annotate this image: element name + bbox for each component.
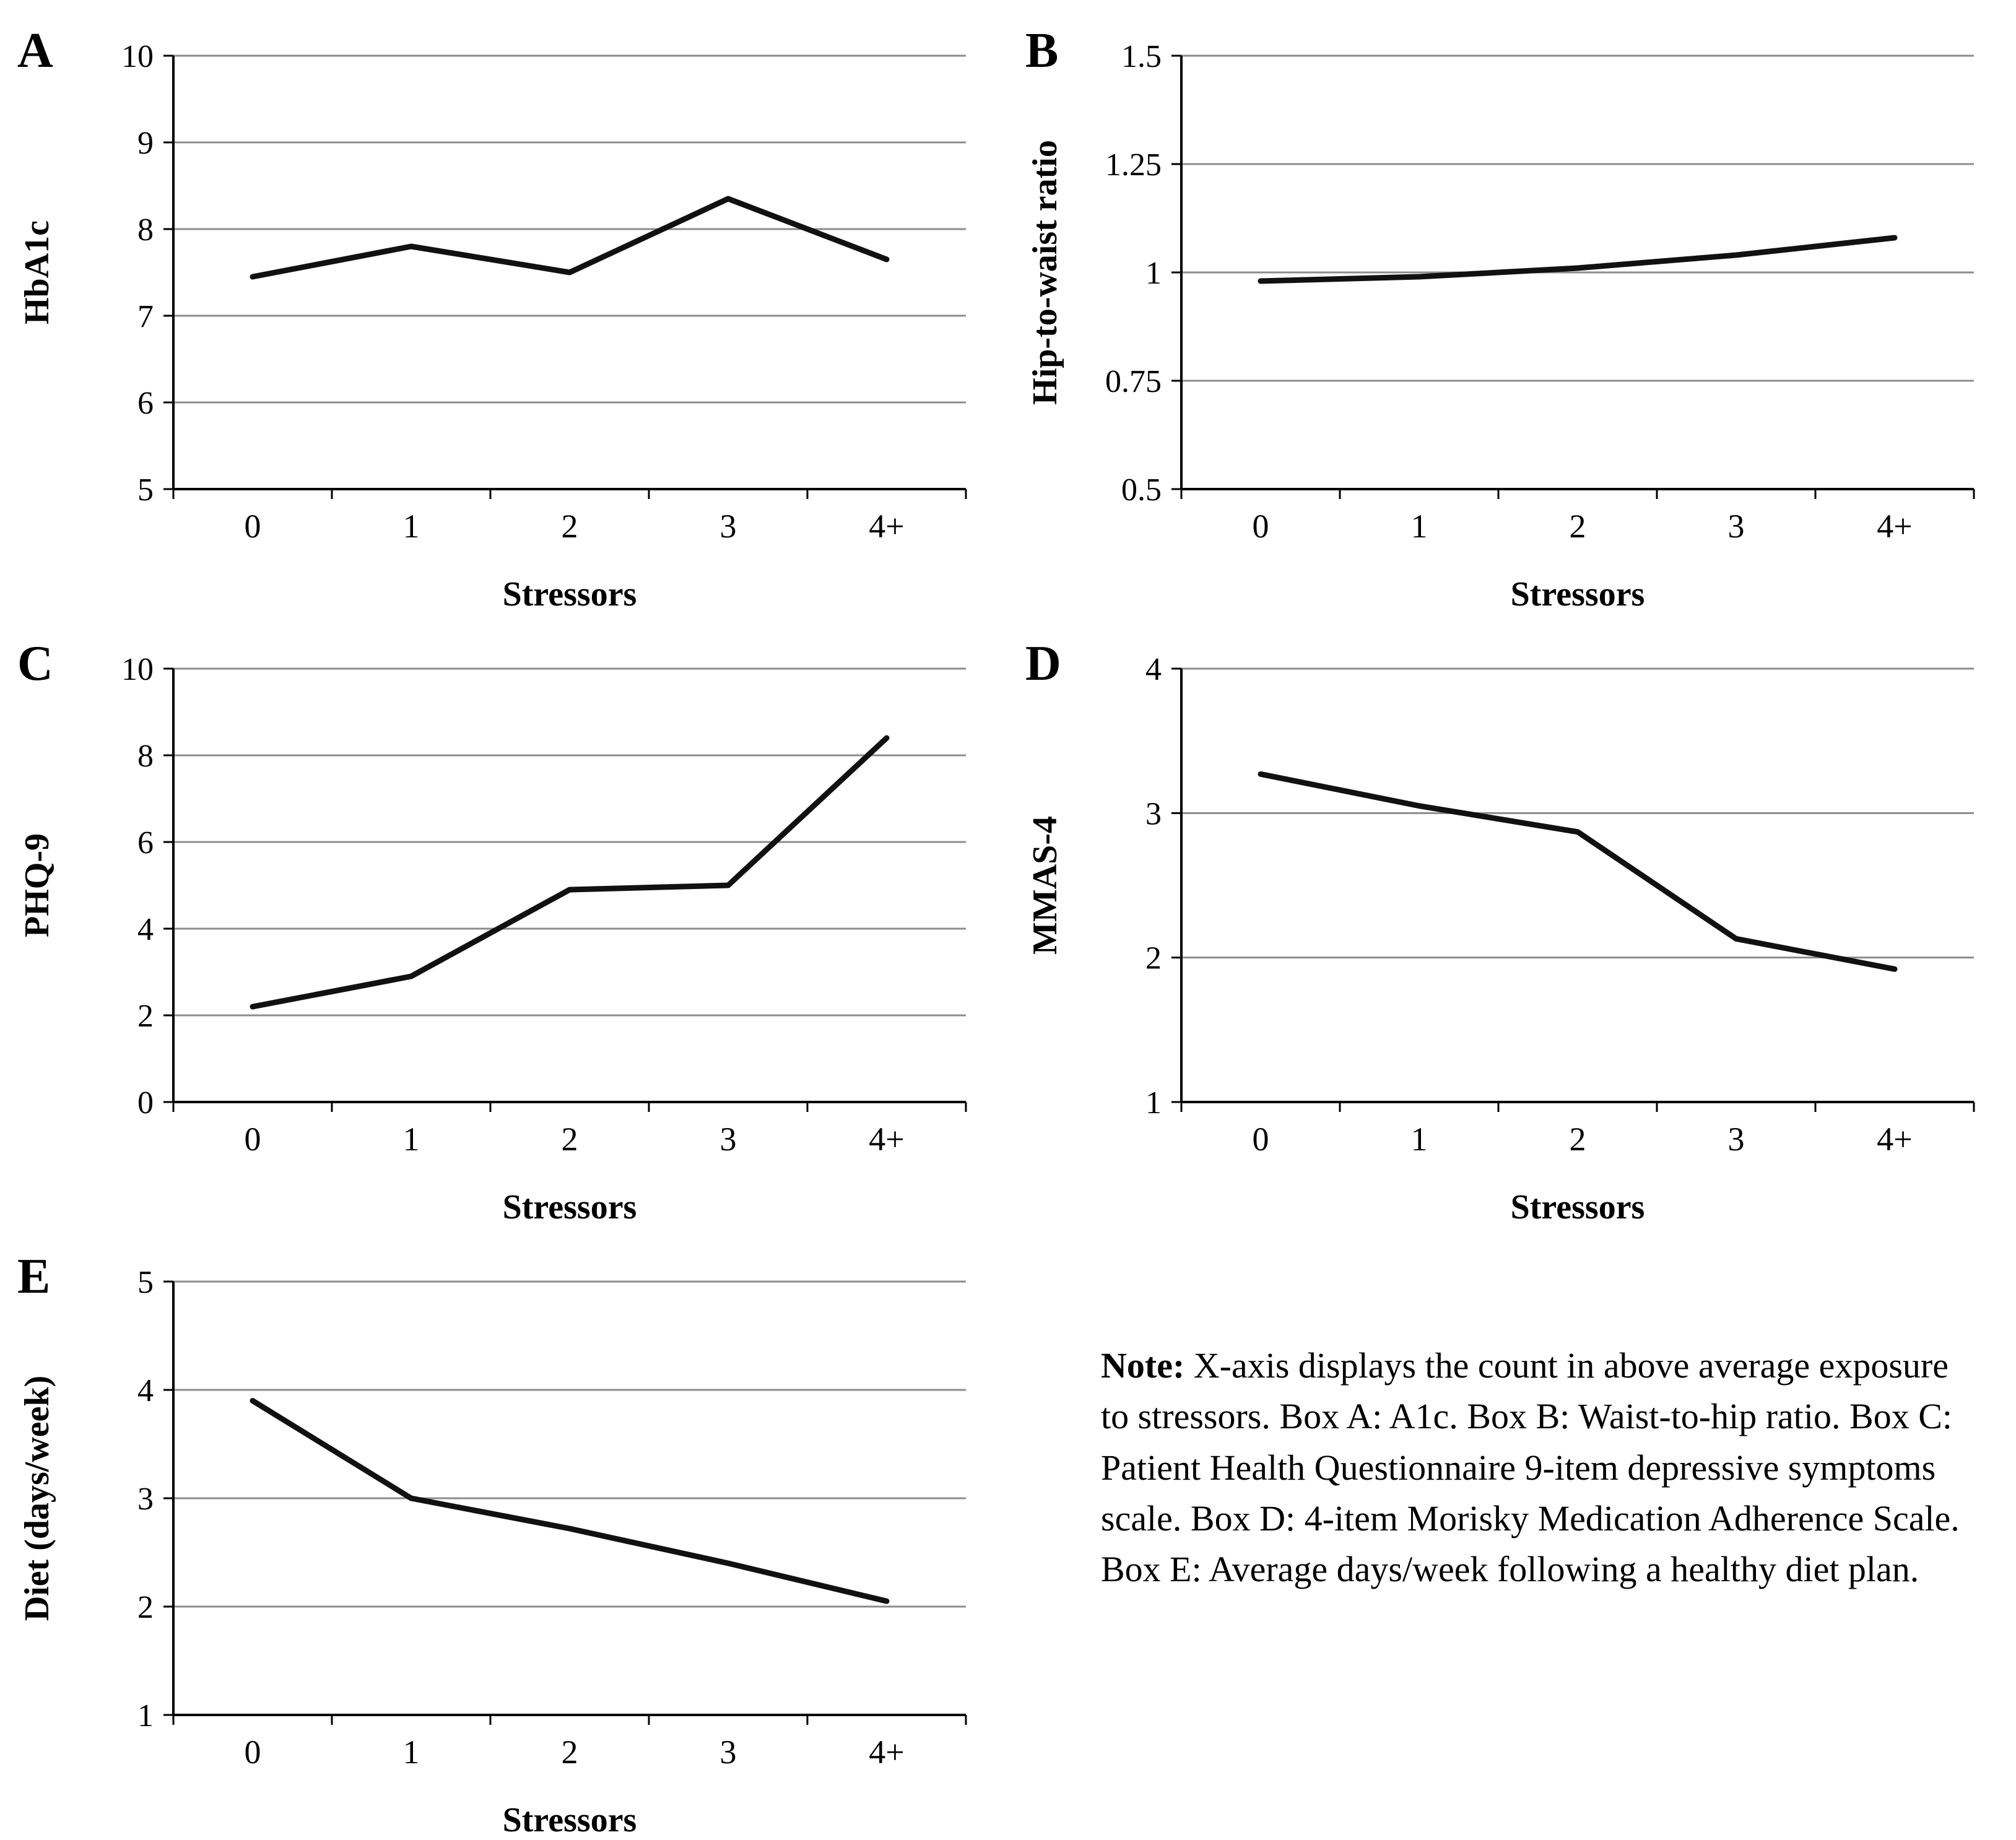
y-tick-label: 9: [137, 126, 154, 161]
x-tick-label: 0: [244, 508, 261, 545]
panel-letter: D: [1025, 636, 1061, 691]
y-axis-title: MMAS-4: [1026, 816, 1064, 955]
y-tick-label: 1: [1145, 256, 1162, 291]
series-line: [253, 1401, 887, 1602]
x-tick-label: 4+: [869, 508, 905, 545]
y-tick-label: 2: [137, 999, 154, 1034]
x-axis-title: Stressors: [502, 1801, 637, 1839]
x-tick-label: 1: [1410, 1121, 1428, 1158]
series-line: [1261, 774, 1895, 969]
x-tick-label: 4+: [1877, 1121, 1913, 1158]
y-axis-title: HbA1c: [18, 220, 56, 324]
chart-svg: [0, 1226, 1008, 1839]
x-tick-label: 1: [1410, 508, 1428, 545]
chart-svg: [1008, 0, 2016, 613]
note-label: Note:: [1101, 1345, 1185, 1386]
panel-letter: B: [1025, 24, 1059, 78]
y-tick-label: 6: [137, 386, 154, 421]
x-tick-label: 2: [561, 1734, 578, 1771]
x-tick-label: 3: [1727, 1121, 1745, 1158]
chart-svg: [0, 0, 1008, 613]
x-axis-title: Stressors: [502, 575, 637, 613]
x-tick-label: 2: [1569, 508, 1586, 545]
series-line: [1261, 238, 1895, 281]
y-tick-label: 4: [137, 912, 154, 947]
x-tick-label: 3: [719, 1734, 737, 1771]
x-axis-title: Stressors: [1510, 1188, 1645, 1226]
x-tick-label: 0: [1252, 508, 1269, 545]
y-tick-label: 0.75: [1105, 364, 1162, 399]
x-tick-label: 3: [1727, 508, 1745, 545]
y-tick-label: 4: [137, 1373, 154, 1408]
chart-svg: [1008, 613, 2016, 1226]
x-tick-label: 0: [244, 1734, 261, 1771]
y-axis-title: PHQ-9: [18, 833, 56, 937]
y-tick-label: 1.25: [1105, 147, 1162, 183]
series-line: [253, 199, 887, 277]
x-tick-label: 4+: [869, 1734, 905, 1771]
panel-letter: A: [17, 24, 53, 78]
panel-b: [1008, 0, 2016, 613]
panel-letter: C: [17, 636, 53, 691]
y-tick-label: 0.5: [1121, 472, 1162, 508]
y-tick-label: 4: [1145, 652, 1162, 687]
x-axis-title: Stressors: [502, 1188, 637, 1226]
x-tick-label: 2: [561, 1121, 578, 1158]
y-tick-label: 5: [137, 472, 154, 508]
y-tick-label: 2: [137, 1590, 154, 1625]
y-tick-label: 10: [121, 652, 154, 687]
panel-c: [0, 613, 1008, 1226]
x-tick-label: 2: [1569, 1121, 1586, 1158]
y-axis-title: Diet (days/week): [18, 1375, 56, 1621]
series-line: [253, 738, 887, 1007]
x-tick-label: 2: [561, 508, 578, 545]
y-tick-label: 1: [1145, 1085, 1162, 1121]
y-tick-label: 5: [137, 1265, 154, 1300]
x-tick-label: 4+: [869, 1121, 905, 1158]
panel-a: [0, 0, 1008, 613]
y-axis-title: Hip-to-waist ratio: [1026, 140, 1064, 405]
x-tick-label: 0: [1252, 1121, 1269, 1158]
y-tick-label: 6: [137, 825, 154, 861]
x-tick-label: 0: [244, 1121, 261, 1158]
x-tick-label: 3: [719, 1121, 737, 1158]
x-tick-label: 3: [719, 508, 737, 545]
x-tick-label: 1: [402, 508, 420, 545]
panel-e: [0, 1226, 1008, 1839]
y-tick-label: 10: [121, 39, 154, 74]
y-tick-label: 7: [137, 299, 154, 334]
y-tick-label: 2: [1145, 940, 1162, 976]
panel-d: [1008, 613, 2016, 1226]
y-tick-label: 3: [1145, 796, 1162, 832]
y-tick-label: 1.5: [1121, 39, 1162, 74]
x-tick-label: 1: [402, 1121, 420, 1158]
x-axis-title: Stressors: [1510, 575, 1645, 613]
y-tick-label: 1: [137, 1698, 154, 1734]
panel-letter: E: [17, 1249, 51, 1304]
y-tick-label: 8: [137, 739, 154, 774]
y-tick-label: 0: [137, 1085, 154, 1121]
figure-note: [1101, 1340, 1965, 1595]
y-tick-label: 8: [137, 212, 154, 248]
x-tick-label: 4+: [1877, 508, 1913, 545]
chart-svg: [0, 613, 1008, 1226]
note-block: [1008, 1226, 2016, 1840]
x-tick-label: 1: [402, 1734, 420, 1771]
y-tick-label: 3: [137, 1482, 154, 1517]
note-text: X-axis displays the count in above average exposure to stressors. Box A: A1c. Box B: Waist-to-hip ratio. Box C: Patient Health Questionnaire 9-item depressive symptoms scale. Box D: 4-item Morisky Medication Adherence Scale. Box E: Average days/week following a healthy diet plan.: [1101, 1345, 1960, 1590]
